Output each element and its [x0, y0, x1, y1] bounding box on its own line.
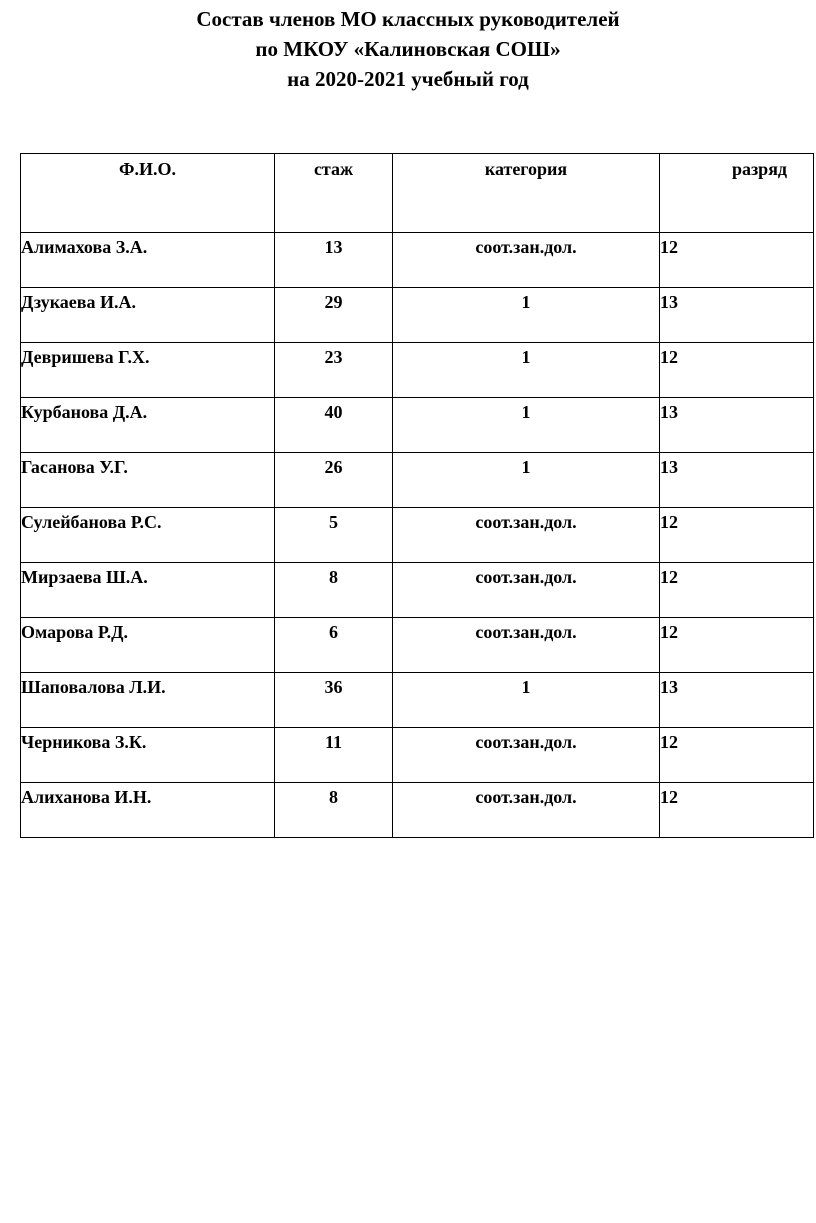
cell-stazh: 11 [275, 728, 393, 783]
cell-rank: 12 [660, 563, 814, 618]
table-row [21, 233, 814, 288]
cell-category: 1 [393, 288, 660, 343]
header-name: Ф.И.О. [21, 154, 275, 233]
cell-stazh: 13 [275, 233, 393, 288]
cell-stazh: 8 [275, 563, 393, 618]
cell-category: 1 [393, 673, 660, 728]
header-rank [660, 154, 814, 233]
cell-name: Мирзаева Ш.А. [21, 563, 275, 618]
cell-category: соот.зан.дол. [393, 728, 660, 783]
table-row [21, 783, 814, 838]
table-row [21, 453, 814, 508]
cell-name: Девришева Г.Х. [21, 343, 275, 398]
cell-name: Черникова З.К. [21, 728, 275, 783]
title-line-1: Состав членов МО классных руководителей [196, 7, 620, 31]
table-row [21, 398, 814, 453]
table-row [21, 508, 814, 563]
cell-category: 1 [393, 453, 660, 508]
cell-rank: 12 [660, 728, 814, 783]
header-stazh: стаж [275, 154, 393, 233]
cell-name: Алиханова И.Н. [21, 783, 275, 838]
title-line-2: по МКОУ «Калиновская СОШ» [255, 37, 561, 61]
cell-category: 1 [393, 343, 660, 398]
cell-rank: 13 [660, 288, 814, 343]
cell-category: соот.зан.дол. [393, 783, 660, 838]
cell-stazh: 40 [275, 398, 393, 453]
cell-stazh: 26 [275, 453, 393, 508]
cell-name: Сулейбанова Р.С. [21, 508, 275, 563]
table-row [21, 673, 814, 728]
cell-stazh: 8 [275, 783, 393, 838]
cell-category: соот.зан.дол. [393, 233, 660, 288]
cell-stazh: 29 [275, 288, 393, 343]
table-body [21, 233, 814, 838]
cell-rank: 13 [660, 453, 814, 508]
header-category: категория [393, 154, 660, 233]
header-row [21, 154, 814, 233]
cell-stazh: 6 [275, 618, 393, 673]
title-line-3: на 2020-2021 учебный год [287, 67, 529, 91]
cell-category: соот.зан.дол. [393, 563, 660, 618]
header-rank-label: разряд [731, 159, 788, 179]
cell-rank: 12 [660, 343, 814, 398]
cell-name: Шаповалова Л.И. [21, 673, 275, 728]
table-row [21, 288, 814, 343]
cell-name: Омарова Р.Д. [21, 618, 275, 673]
cell-stazh: 36 [275, 673, 393, 728]
table-row [21, 343, 814, 398]
cell-name: Алимахова З.А. [21, 233, 275, 288]
table-row [21, 618, 814, 673]
cell-stazh: 5 [275, 508, 393, 563]
table-row [21, 728, 814, 783]
cell-rank: 13 [660, 673, 814, 728]
cell-rank: 12 [660, 783, 814, 838]
cell-rank: 12 [660, 508, 814, 563]
cell-name: Гасанова У.Г. [21, 453, 275, 508]
cell-rank: 12 [660, 618, 814, 673]
cell-category: соот.зан.дол. [393, 618, 660, 673]
cell-name: Курбанова Д.А. [21, 398, 275, 453]
document-title [0, 4, 816, 94]
cell-category: соот.зан.дол. [393, 508, 660, 563]
members-table [20, 153, 814, 838]
cell-category: 1 [393, 398, 660, 453]
cell-rank: 12 [660, 233, 814, 288]
cell-rank: 13 [660, 398, 814, 453]
table-row [21, 563, 814, 618]
table-header [21, 154, 814, 233]
cell-stazh: 23 [275, 343, 393, 398]
cell-name: Дзукаева И.А. [21, 288, 275, 343]
